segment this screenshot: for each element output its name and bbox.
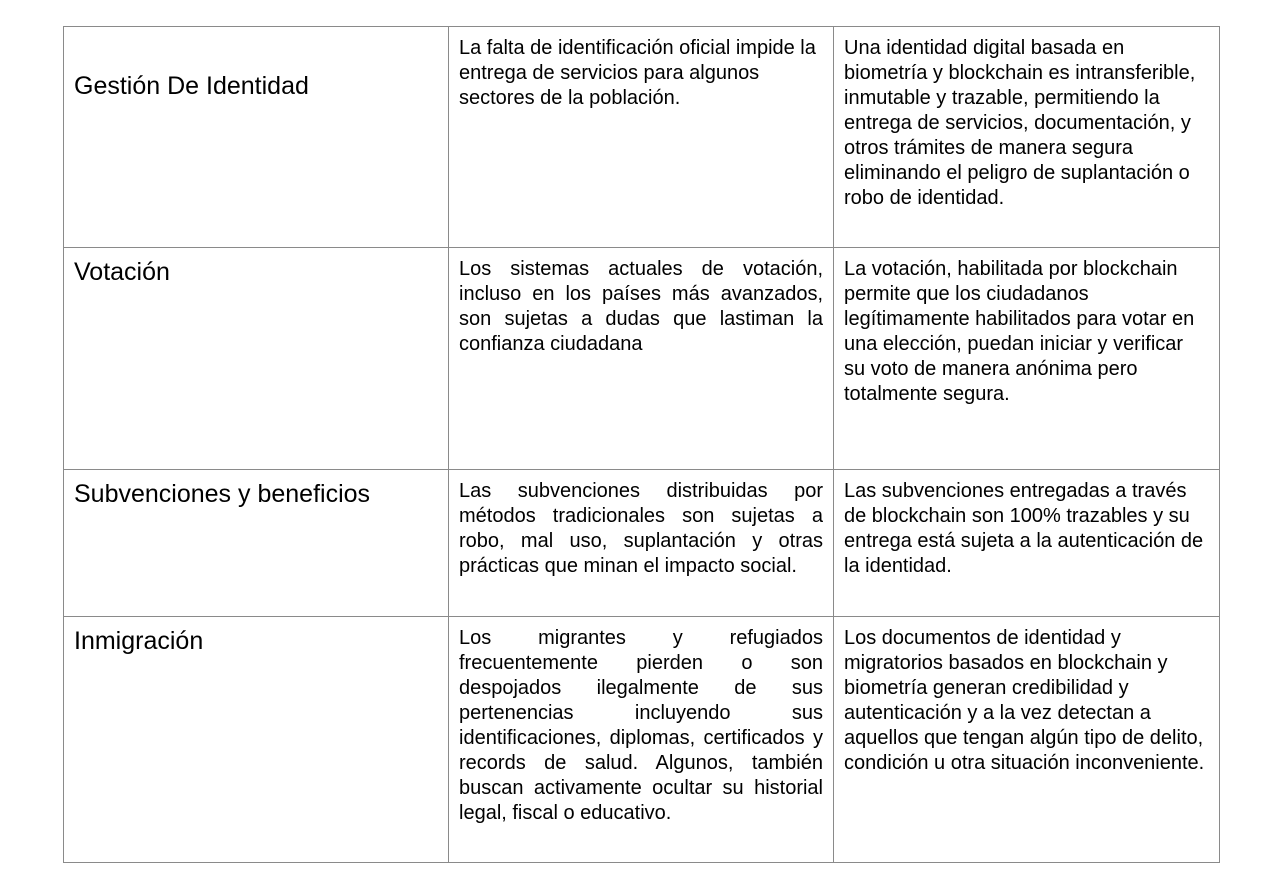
row-label-cell: Subvenciones y beneficios: [64, 470, 449, 617]
problem-cell: La falta de identificación oficial impide la entrega de servicios para algunos sectores de la población.: [449, 27, 834, 248]
table-row: [64, 27, 1220, 248]
row-label-cell: Inmigración: [64, 617, 449, 863]
solution-cell: Las subvenciones entregadas a través de blockchain son 100% trazables y su entrega está sujeta a la autenticación de la identidad.: [834, 470, 1220, 617]
table-row: [64, 470, 1220, 617]
table-row: [64, 248, 1220, 470]
row-label-cell: Gestión De Identidad: [64, 27, 449, 248]
solution-cell: Los documentos de identidad y migratorios basados en blockchain y biometría generan credibilidad y autenticación y a la vez detectan a aquellos que tengan algún tipo de delito, condición u otra situación inconveniente.: [834, 617, 1220, 863]
table-row: [64, 617, 1220, 863]
solution-cell: Una identidad digital basada en biometría y blockchain es intransferible, inmutable y trazable, permitiendo la entrega de servicios, documentación, y otros trámites de manera segura eliminando el peligro de suplantación o robo de identidad.: [834, 27, 1220, 248]
solution-cell: La votación, habilitada por blockchain permite que los ciudadanos legítimamente habilitados para votar en una elección, puedan iniciar y verificar su voto de manera anónima pero totalmente segura.: [834, 248, 1220, 470]
problem-cell: Los sistemas actuales de votación, incluso en los países más avanzados, son sujetas a dudas que lastiman la confianza ciudadana: [449, 248, 834, 470]
row-label-cell: Votación: [64, 248, 449, 470]
problem-cell: Las subvenciones distribuidas por métodos tradicionales son sujetas a robo, mal uso, suplantación y otras prácticas que minan el impacto social.: [449, 470, 834, 617]
comparison-table: [63, 26, 1220, 863]
problem-cell: Los migrantes y refugiados frecuentemente pierden o son despojados ilegalmente de sus pertenencias incluyendo sus identificaciones, diplomas, certificados y records de salud. Algunos, también buscan activamente ocultar su historial legal, fiscal o educativo.: [449, 617, 834, 863]
